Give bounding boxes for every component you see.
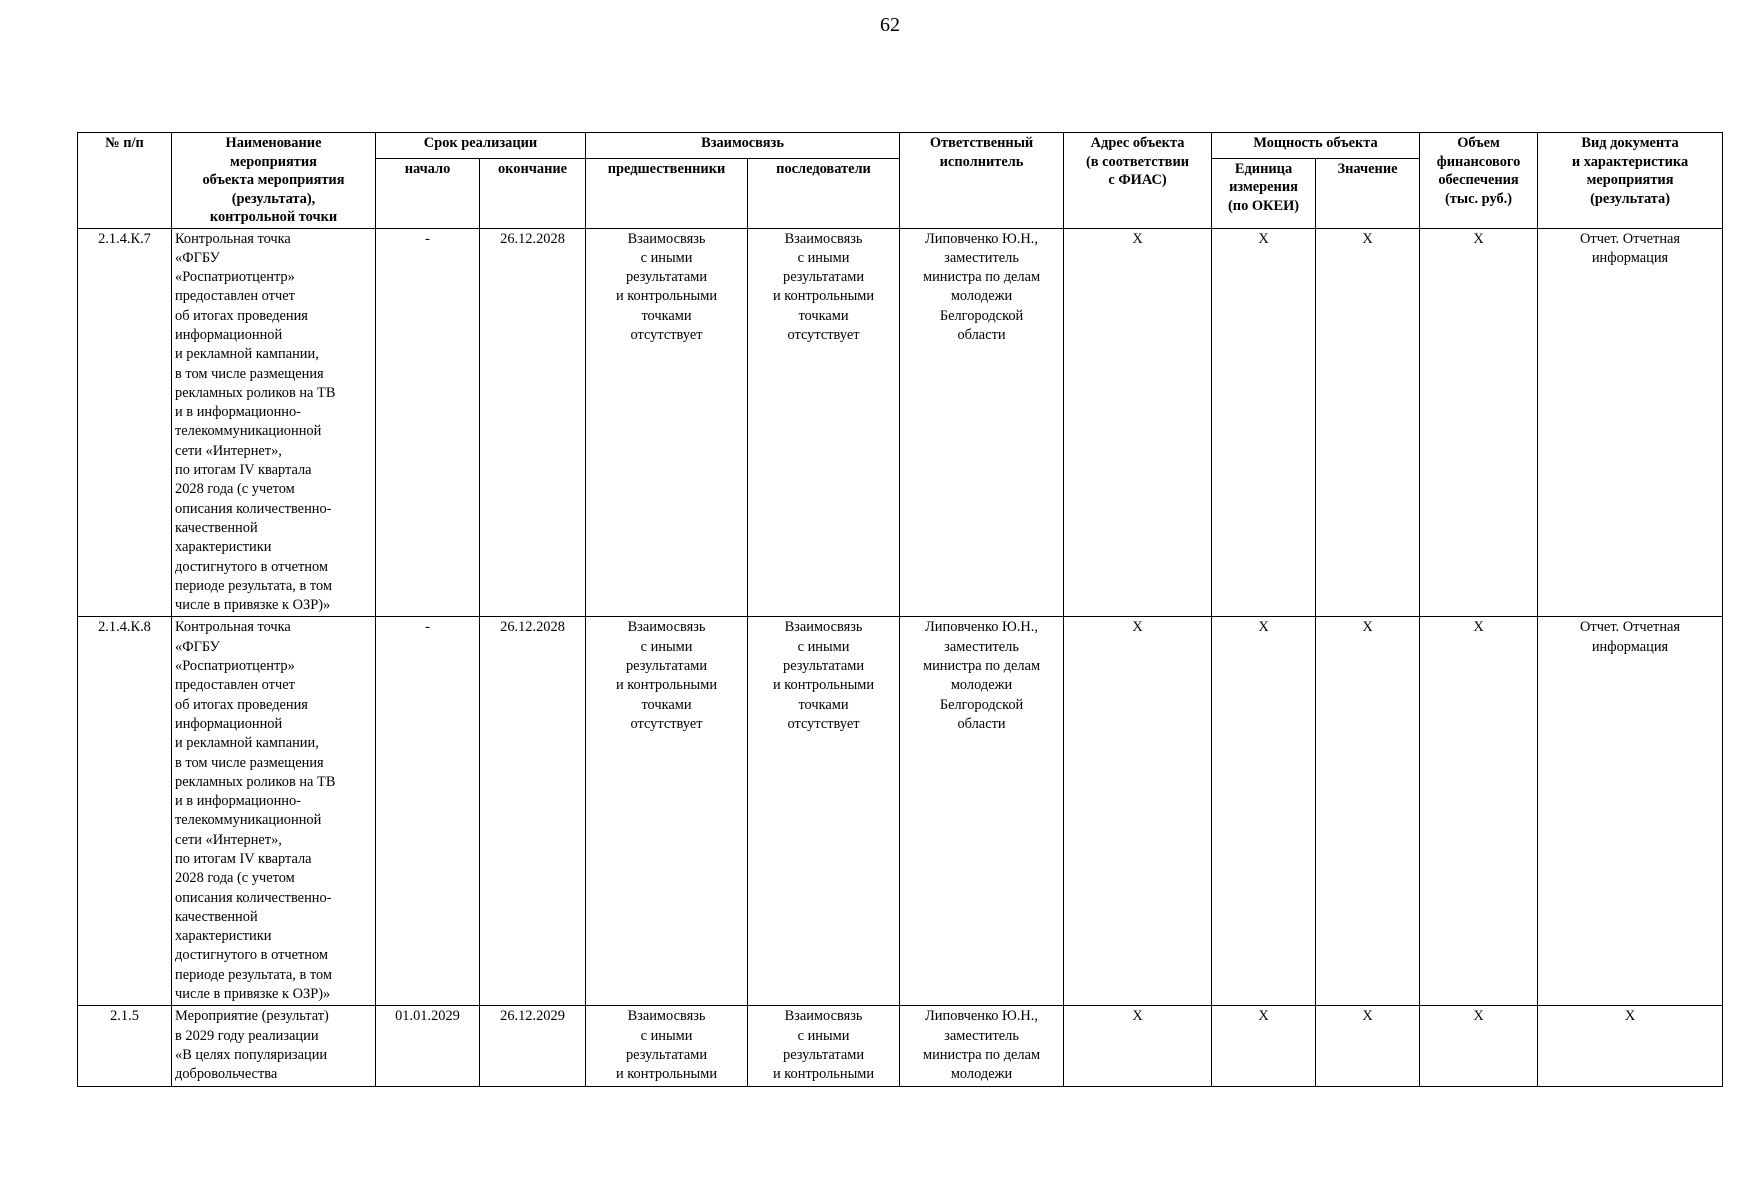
- row-responsible: Липовченко Ю.Н., заместитель министра по делам молодежи: [900, 1006, 1064, 1086]
- row-doc-type: Отчет. Отчетная информация: [1538, 617, 1723, 1006]
- header-predecessors: предшественники: [586, 158, 748, 228]
- row-finance: X: [1420, 617, 1538, 1006]
- row-responsible: Липовченко Ю.Н., заместитель министра по делам молодежи Белгородской области: [900, 617, 1064, 1006]
- row-responsible: Липовченко Ю.Н., заместитель министра по делам молодежи Белгородской области: [900, 228, 1064, 617]
- header-responsible: Ответственный исполнитель: [900, 133, 1064, 229]
- header-start: начало: [376, 158, 480, 228]
- row-successors: Взаимосвязь с иными результатами и контрольными: [748, 1006, 900, 1086]
- header-end: окончание: [480, 158, 586, 228]
- row-successors: Взаимосвязь с иными результатами и контрольными точками отсутствует: [748, 228, 900, 617]
- activity-plan-table: [77, 132, 1723, 1087]
- table-row: [78, 228, 1723, 617]
- header-value: Значение: [1316, 158, 1420, 228]
- header-successors: последователи: [748, 158, 900, 228]
- row-finance: X: [1420, 1006, 1538, 1086]
- row-start: -: [376, 617, 480, 1006]
- row-address: X: [1064, 228, 1212, 617]
- table-row: [78, 617, 1723, 1006]
- header-doc-type: Вид документа и характеристика мероприятия (результата): [1538, 133, 1723, 229]
- row-unit: X: [1212, 617, 1316, 1006]
- header-term: Срок реализации: [376, 133, 586, 159]
- row-predecessors: Взаимосвязь с иными результатами и контрольными точками отсутствует: [586, 617, 748, 1006]
- row-unit: X: [1212, 228, 1316, 617]
- row-start: -: [376, 228, 480, 617]
- row-value: X: [1316, 228, 1420, 617]
- header-address: Адрес объекта (в соответствии с ФИАС): [1064, 133, 1212, 229]
- row-num: 2.1.4.К.8: [78, 617, 172, 1006]
- row-name: Контрольная точка «ФГБУ «Роспатриотцентр» предоставлен отчет об итогах проведения информационной и рекламной кампании, в том числе размещения рекламных роликов на ТВ и в информационно- телекоммуникационной сети «Интернет», по итогам IV квартала 2028 года (с учетом описания количественно- качественной характеристики достигнутого в отчетном периоде результата, в том числе в привязке к ОЗР)»: [172, 228, 376, 617]
- table-row: [78, 1006, 1723, 1086]
- header-relation: Взаимосвязь: [586, 133, 900, 159]
- row-end: 26.12.2028: [480, 228, 586, 617]
- row-name: Мероприятие (результат) в 2029 году реализации «В целях популяризации добровольчества: [172, 1006, 376, 1086]
- header-unit: Единица измерения (по ОКЕИ): [1212, 158, 1316, 228]
- row-end: 26.12.2028: [480, 617, 586, 1006]
- row-successors: Взаимосвязь с иными результатами и контрольными точками отсутствует: [748, 617, 900, 1006]
- header-name: Наименование мероприятия объекта мероприятия (результата), контрольной точки: [172, 133, 376, 229]
- row-predecessors: Взаимосвязь с иными результатами и контрольными точками отсутствует: [586, 228, 748, 617]
- row-predecessors: Взаимосвязь с иными результатами и контрольными: [586, 1006, 748, 1086]
- row-unit: X: [1212, 1006, 1316, 1086]
- header-num: № п/п: [78, 133, 172, 229]
- header-capacity: Мощность объекта: [1212, 133, 1420, 159]
- row-doc-type: X: [1538, 1006, 1723, 1086]
- row-num: 2.1.5: [78, 1006, 172, 1086]
- row-value: X: [1316, 617, 1420, 1006]
- page-number: 62: [880, 14, 900, 36]
- row-finance: X: [1420, 228, 1538, 617]
- row-start: 01.01.2029: [376, 1006, 480, 1086]
- row-end: 26.12.2029: [480, 1006, 586, 1086]
- row-address: X: [1064, 617, 1212, 1006]
- row-num: 2.1.4.К.7: [78, 228, 172, 617]
- row-value: X: [1316, 1006, 1420, 1086]
- row-doc-type: Отчет. Отчетная информация: [1538, 228, 1723, 617]
- row-address: X: [1064, 1006, 1212, 1086]
- header-finance: Объем финансового обеспечения (тыс. руб.): [1420, 133, 1538, 229]
- row-name: Контрольная точка «ФГБУ «Роспатриотцентр» предоставлен отчет об итогах проведения информационной и рекламной кампании, в том числе размещения рекламных роликов на ТВ и в информационно- телекоммуникационной сети «Интернет», по итогам IV квартала 2028 года (с учетом описания количественно- качественной характеристики достигнутого в отчетном периоде результата, в том числе в привязке к ОЗР)»: [172, 617, 376, 1006]
